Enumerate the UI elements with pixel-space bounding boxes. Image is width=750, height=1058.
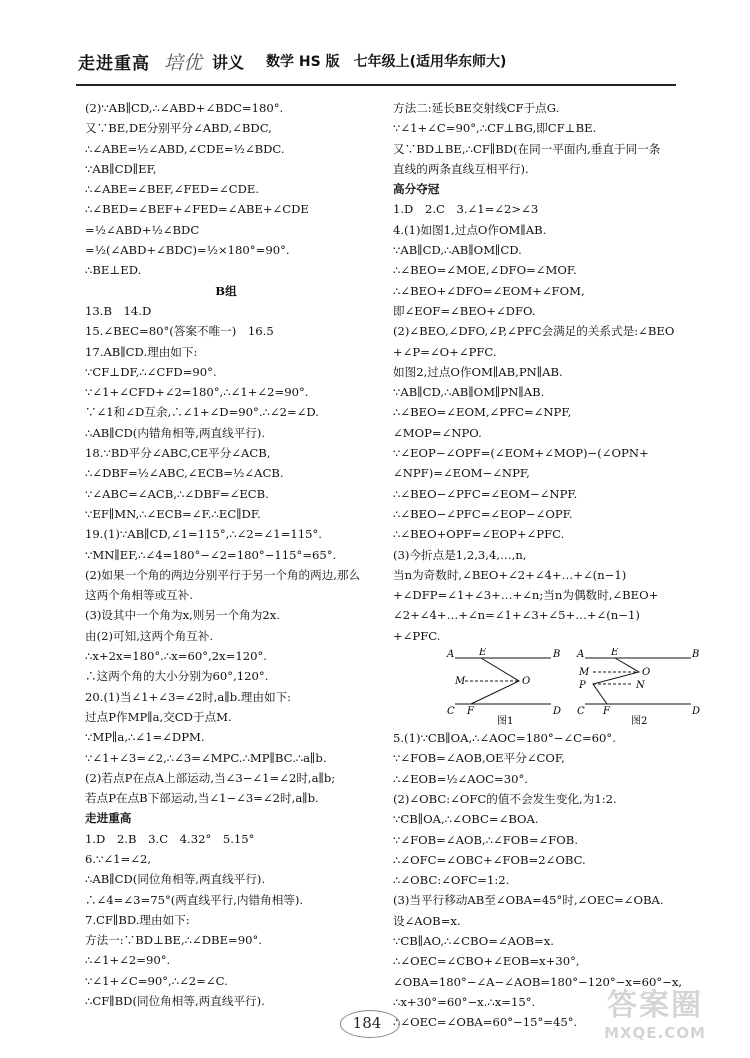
answer-line: ∴∠OEC=∠CBO+∠EOB=x+30°,: [393, 954, 580, 969]
answer-line: 18.∵BD平分∠ABC,CE平分∠ACB,: [85, 446, 271, 461]
fig2-label-b: B: [692, 649, 700, 661]
answer-line: ∠OBA=180°−∠A−∠AOB=180°−120°−x=60°−x,: [393, 974, 683, 989]
answer-line: 5.(1)∵CB∥OA,∴∠AOC=180°−∠C=60°.: [393, 731, 616, 746]
answer-line: 高分夺冠: [393, 182, 440, 197]
answer-line: 若点P在点B下部运动,当∠1−∠3=∠2时,a∥b.: [85, 791, 319, 806]
header-subject: 数学 HS 版 七年级上(适用华东师大): [266, 54, 507, 70]
fig2-label-f: F: [603, 706, 610, 718]
answer-line: 15.∠BEC=80°(答案不唯一) 16.5: [85, 324, 274, 339]
answer-line: ∵CB∥OA,∴∠OBC=∠BOA.: [393, 812, 539, 827]
answer-line: 直线的两条直线互相平行).: [393, 161, 529, 176]
answer-line: 13.B 14.D: [85, 303, 152, 318]
answer-line: +∠PFC.: [393, 628, 441, 643]
answer-line: 1.D 2.C 3.∠1=∠2>∠3: [393, 202, 539, 217]
answer-line: ∴CF∥BD(同位角相等,两直线平行).: [85, 994, 265, 1009]
fig1-label-o: O: [522, 676, 531, 688]
answer-line: 设∠AOB=x.: [393, 913, 461, 928]
header-rule: [76, 84, 676, 86]
answer-line: ∵MN∥EF,∴∠4=180°−∠2=180°−115°=65°.: [85, 547, 337, 562]
answer-line: 方法二:延长BE交射线CF于点G.: [393, 101, 560, 115]
answer-line: ∴∠BEO=∠EOM,∠PFC=∠NPF,: [393, 405, 572, 420]
answer-line: ∵∠1+∠3=∠2,∴∠3=∠MPC.∴MP∥BC.∴a∥b.: [85, 750, 327, 765]
answer-line: 又∵BE,DE分别平分∠ABD,∠BDC,: [85, 121, 272, 136]
answer-line: 由(2)可知,这两个角互补.: [85, 628, 214, 643]
answer-line: ∵∠FOB=∠AOB,∴∠FOB=∠FOB.: [393, 832, 579, 847]
answer-line: ∴AB∥CD(同位角相等,两直线平行).: [85, 872, 266, 887]
answer-line: ∴x+2x=180°.∴x=60°,2x=120°.: [85, 649, 267, 664]
fig1-label-a: A: [447, 649, 455, 661]
answer-line: ∴∠1+∠2=90°.: [85, 953, 171, 968]
fig2-label-c: C: [577, 706, 585, 718]
answer-line: ∴AB∥CD(内错角相等,两直线平行).: [85, 425, 266, 440]
answer-line: 4.(1)如图1,过点O作OM∥AB.: [393, 222, 547, 237]
left-column: [85, 98, 367, 1011]
answer-line: 走进重高: [85, 811, 132, 826]
answer-line: ∴∠OFC=∠OBC+∠FOB=2∠OBC.: [393, 852, 586, 867]
answer-line: 这两个角相等或互补.: [85, 588, 194, 603]
answer-line: ∴∠BEO+∠DFO=∠EOM+∠FOM,: [393, 283, 585, 298]
answer-line: (2)∵AB∥CD,∴∠ABD+∠BDC=180°.: [85, 101, 284, 115]
answer-line: ∵∠EOP−∠OPF=(∠EOM+∠MOP)−(∠OPN+: [393, 446, 649, 461]
figure-2: [571, 648, 701, 726]
fig2-label-m: M: [579, 667, 590, 679]
page-header: [78, 44, 678, 78]
answer-line: ∵∠1+∠C=90°,∴∠2=∠C.: [85, 973, 228, 988]
right-column: [393, 98, 701, 1032]
fig1-label-d: D: [553, 706, 562, 718]
answer-line: ∵MP∥a,∴∠1=∠DPM.: [85, 730, 205, 745]
figure-1: [441, 648, 571, 726]
fig2-label-p: P: [579, 680, 586, 692]
answer-line: (2)∠OBC:∠OFC的值不会发生变化,为1:2.: [393, 791, 617, 806]
fig2-label-a: A: [577, 649, 585, 661]
page-number: 184: [352, 1014, 382, 1032]
answer-line: ∴∠ABE=½∠ABD,∠CDE=½∠BDC.: [85, 141, 285, 156]
answer-line: (2)若点P在点A上部运动,当∠3−∠1=∠2时,a∥b;: [85, 770, 336, 785]
answer-line: ∴∠EOB=½∠AOC=30°.: [393, 771, 528, 786]
answer-line: ∴∠DBF=½∠ABC,∠ECB=½∠ACB.: [85, 466, 284, 481]
answer-line: ∵AB∥CD,∴AB∥OM∥CD.: [393, 243, 522, 258]
header-script-title: 培优: [164, 51, 203, 74]
answer-line: 19.(1)∵AB∥CD,∠1=115°,∴∠2=∠1=115°.: [85, 527, 322, 542]
answer-line: +∠P=∠O+∠PFC.: [393, 344, 497, 359]
answer-line: +∠DFP=∠1+∠3+…+∠n;当n为偶数时,∠BEO+: [393, 588, 659, 603]
answer-line: ∴x+30°=60°−x.∴x=15°.: [393, 994, 536, 1009]
answer-line: ∠MOP=∠NPO.: [393, 425, 482, 440]
answer-line: ∠NPF)=∠EOM−∠NPF,: [393, 466, 530, 481]
fig1-label-m: M: [455, 676, 466, 688]
answer-line: ∴∠BEO+OPF=∠EOP+∠PFC.: [393, 527, 565, 542]
answer-line: ∴∠BEO−∠PFC=∠EOP−∠OPF.: [393, 506, 573, 521]
answer-line: ∠2+∠4+…+∠n=∠1+∠3+∠5+…+∠(n−1): [393, 608, 640, 623]
header-lecture: 讲义: [212, 52, 245, 72]
fig2-label-d: D: [692, 706, 701, 718]
answer-line: ∴∠ABE=∠BEF,∠FED=∠CDE.: [85, 182, 260, 197]
answer-line: =½(∠ABD+∠BDC)=½×180°=90°.: [85, 243, 290, 258]
answer-line: ∴∠OBC:∠OFC=1:2.: [393, 873, 510, 888]
answer-line: ∵∠FOB=∠AOB,OE平分∠COF,: [393, 751, 565, 766]
fig1-label-f: F: [467, 706, 474, 718]
answer-line: B组: [215, 283, 237, 298]
answer-line: ∵∠1+∠C=90°,∴CF⊥BG,即CF⊥BE.: [393, 121, 597, 136]
answer-line: 过点P作MP∥a,交CD于点M.: [85, 709, 232, 724]
fig1-caption: 图1: [497, 716, 514, 727]
answer-line: (3)今折点是1,2,3,4,…,n,: [393, 547, 527, 562]
answer-line: ∵AB∥CD∥EF,: [85, 161, 157, 176]
fig2-label-o: O: [642, 667, 651, 679]
answer-line: ∴∠BEO−∠PFC=∠EOM−∠NPF.: [393, 486, 578, 501]
header-brand: 走进重高: [78, 53, 150, 74]
fig2-caption: 图2: [631, 716, 648, 727]
answer-line: (2)∠BEO,∠DFO,∠P,∠PFC会满足的关系式是:∠BEO: [393, 324, 675, 339]
watermark-logo: 答案圈: [607, 988, 703, 1023]
answer-line: 6.∵∠1=∠2,: [85, 851, 152, 866]
answer-line: ∵∠1+∠CFD+∠2=180°,∴∠1+∠2=90°.: [85, 385, 309, 400]
page-number-badge: [334, 1008, 414, 1038]
answer-line: ∴这两个角的大小分别为60°,120°.: [85, 669, 269, 684]
fig1-label-b: B: [553, 649, 561, 661]
answer-line: ∴∠OEC=∠OBA=60°−15°=45°.: [393, 1015, 578, 1030]
answer-line: =½∠ABD+½∠BDC: [85, 222, 200, 237]
answer-line: (3)设其中一个角为x,则另一个角为2x.: [85, 608, 280, 623]
answer-line: (3)当平行移动AB至∠OBA=45°时,∠OEC=∠OBA.: [393, 893, 664, 908]
answer-line: ∴BE⊥ED.: [85, 263, 142, 278]
figures-row: [403, 648, 701, 727]
answer-line: 方法一:∵BD⊥BE,∴∠DBE=90°.: [85, 933, 262, 948]
answer-line: 当n为奇数时,∠BEO+∠2+∠4+…+∠(n−1): [393, 567, 627, 582]
answer-line: 1.D 2.B 3.C 4.32° 5.15°: [85, 831, 255, 846]
watermark: [580, 980, 730, 1044]
answer-line: 如图2,过点O作OM∥AB,PN∥AB.: [393, 364, 563, 379]
answer-line: 即∠EOF=∠BEO+∠DFO.: [393, 303, 536, 318]
answer-line: ∵EF∥MN,∴∠ECB=∠F.∴EC∥DF.: [85, 506, 261, 521]
right-column-top: [393, 98, 693, 646]
answer-line: 7.CF∥BD.理由如下:: [85, 912, 190, 927]
answer-line: ∵∠1和∠D互余,∴∠1+∠D=90°.∴∠2=∠D.: [85, 405, 319, 420]
answer-line: ∵∠ABC=∠ACB,∴∠DBF=∠ECB.: [85, 486, 269, 501]
fig1-label-c: C: [447, 706, 455, 718]
answer-line: ∴∠BEO=∠MOE,∠DFO=∠MOF.: [393, 263, 577, 278]
answer-line: ∵CB∥AO,∴∠CBO=∠AOB=x.: [393, 933, 554, 948]
answer-line: 20.(1)当∠1+∠3=∠2时,a∥b.理由如下:: [85, 689, 292, 704]
answer-line: 又∵BD⊥BE,∴CF∥BD(在同一平面内,垂直于同一条: [393, 141, 661, 156]
answer-line: (2)如果一个角的两边分别平行于另一个角的两边,那么: [85, 567, 361, 582]
answer-line: ∴∠BED=∠BEF+∠FED=∠ABE+∠CDE: [85, 202, 309, 217]
answer-line: ∵AB∥CD,∴AB∥OM∥PN∥AB.: [393, 385, 545, 400]
fig2-label-e: E: [611, 648, 619, 659]
answer-line: ∴∠4=∠3=75°(两直线平行,内错角相等).: [85, 892, 304, 907]
answer-line: ∵CF⊥DF,∴∠CFD=90°.: [85, 364, 217, 379]
answer-line: 17.AB∥CD.理由如下:: [85, 344, 198, 359]
fig1-label-e: E: [479, 648, 487, 659]
watermark-url: MXQE.COM: [604, 1024, 706, 1042]
fig2-label-n: N: [636, 680, 645, 692]
